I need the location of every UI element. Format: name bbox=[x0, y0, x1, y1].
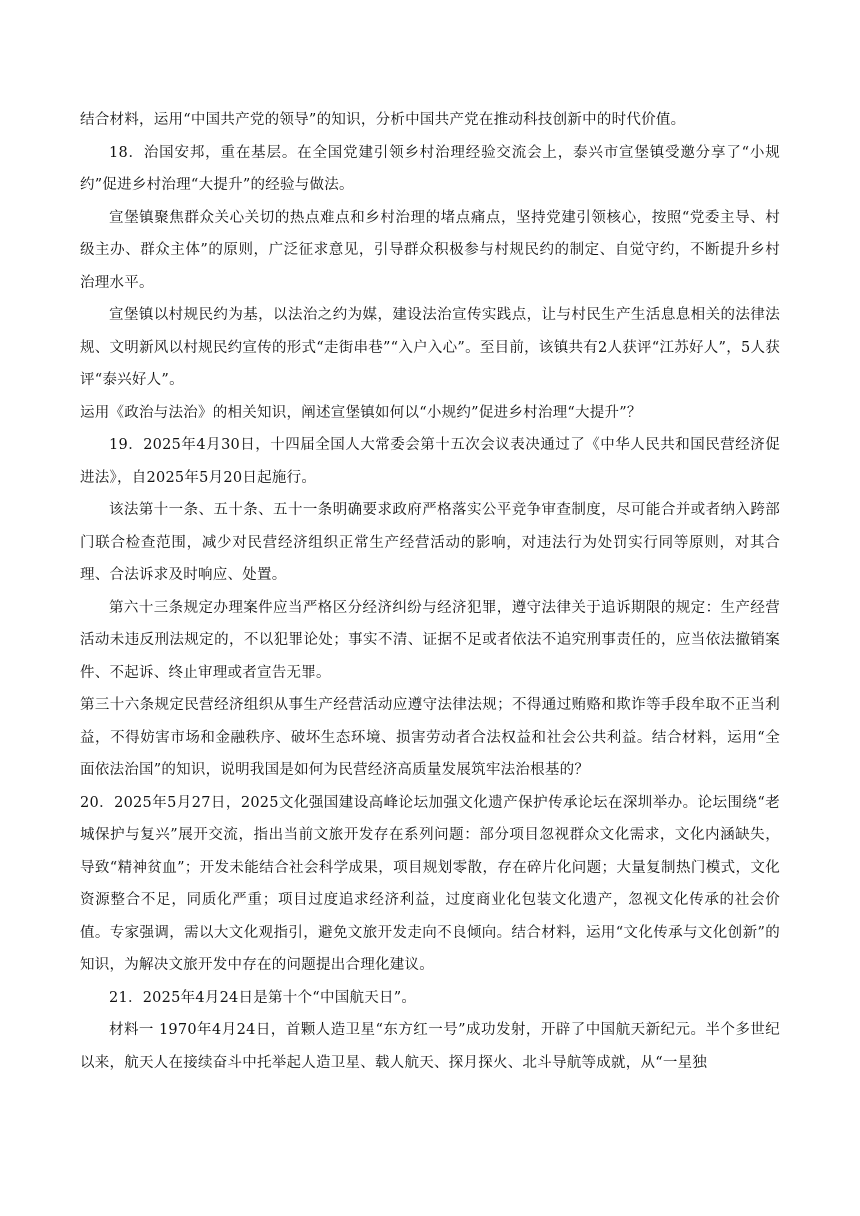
paragraph-q21-intro: 21．2025年4月24日是第十个“中国航天日”。 bbox=[109, 989, 417, 1006]
paragraph-q18-prompt: 运用《政治与法治》的相关知识，阐述宣堡镇如何以“小规约”促进乡村治理“大提升”？ bbox=[80, 404, 642, 421]
paragraph-q19-intro: 19．2025年4月30日，十四届全国人大常委会第十五次会议表决通过了《中华人民共和国民营经济促进法》，自2025年5月20日起施行。 bbox=[80, 437, 780, 486]
paragraph-q17-prompt: 结合材料，运用“中国共产党的领导”的知识，分析中国共产党在推动科技创新中的时代价值。 bbox=[80, 112, 686, 128]
paragraph-q20: 20．2025年5月27日，2025文化强国建设高峰论坛加强文化遗产保护传承论坛在深圳举办。论坛围绕“老城保护与复兴”展开交流，指出当前文旅开发存在系列问题：部分项目忽视群众文化需求，文化内涵缺失，导致“精神贫血”；开发未能结合社会科学成果，项目规划零散，存在碎片化问题；大量复制热门模式，文化资源整合不足，同质化严重；项目过度追求经济利益，过度商业化包装文化遗产，忽视文化传承的社会价值。专家强调，需以大文化观指引，避免文旅开发走向不良倾向。结合材料，运用“文化传承与文化创新”的知识，为解决文旅开发中存在的问题提出合理化建议。 bbox=[80, 794, 780, 973]
paragraph-q18-intro: 18．治国安邦，重在基层。在全国党建引领乡村治理经验交流会上，泰兴市宣堡镇受邀分享了“小规约”促进乡村治理“大提升”的经验与做法。 bbox=[80, 144, 780, 193]
paragraph-q19-material-2: 第六十三条规定办理案件应当严格区分经济纠纷与经济犯罪，遵守法律关于追诉期限的规定：生产经营活动未违反刑法规定的，不以犯罪论处；事实不清、证据不足或者依法不追究刑事责任的，应当依法撤销案件、不起诉、终止审理或者宣告无罪。 bbox=[80, 599, 780, 681]
paragraph-q19-material-1: 该法第十一条、五十条、五十一条明确要求政府严格落实公平竞争审查制度，尽可能合并或者纳入跨部门联合检查范围，减少对民营经济组织正常生产经营活动的影响，对违法行为处罚实行同等原则，对其合理、合法诉求及时响应、处置。 bbox=[80, 502, 780, 583]
document-body bbox=[80, 104, 780, 1079]
paragraph-q18-material-1: 宣堡镇聚焦群众关心关切的热点难点和乡村治理的堵点痛点，坚持党建引领核心，按照“党委主导、村级主办、群众主体”的原则，广泛征求意见，引导群众积极参与村规民约的制定、自觉守约，不断提升乡村治理水平。 bbox=[80, 209, 780, 291]
paragraph-q18-material-2: 宣堡镇以村规民约为基，以法治之约为媒，建设法治宣传实践点，让与村民生产生活息息相关的法律法规、文明新风以村规民约宣传的形式“走街串巷”“入户入心”。至目前，该镇共有2人获评“江苏好人”，5人获评“泰兴好人”。 bbox=[80, 307, 780, 388]
paragraph-q21-material-1: 材料一 1970年4月24日，首颗人造卫星“东方红一号”成功发射，开辟了中国航天新纪元。半个多世纪以来，航天人在接续奋斗中托举起人造卫星、载人航天、探月探火、北斗导航等成就，从“一星独 bbox=[80, 1022, 780, 1071]
paragraph-q19-material-3: 第三十六条规定民营经济组织从事生产经营活动应遵守法律法规；不得通过贿赂和欺诈等手段牟取不正当利益，不得妨害市场和金融秩序、破坏生态环境、损害劳动者合法权益和社会公共利益。结合材料，运用“全面依法治国”的知识，说明我国是如何为民营经济高质量发展筑牢法治根基的？ bbox=[80, 697, 780, 778]
